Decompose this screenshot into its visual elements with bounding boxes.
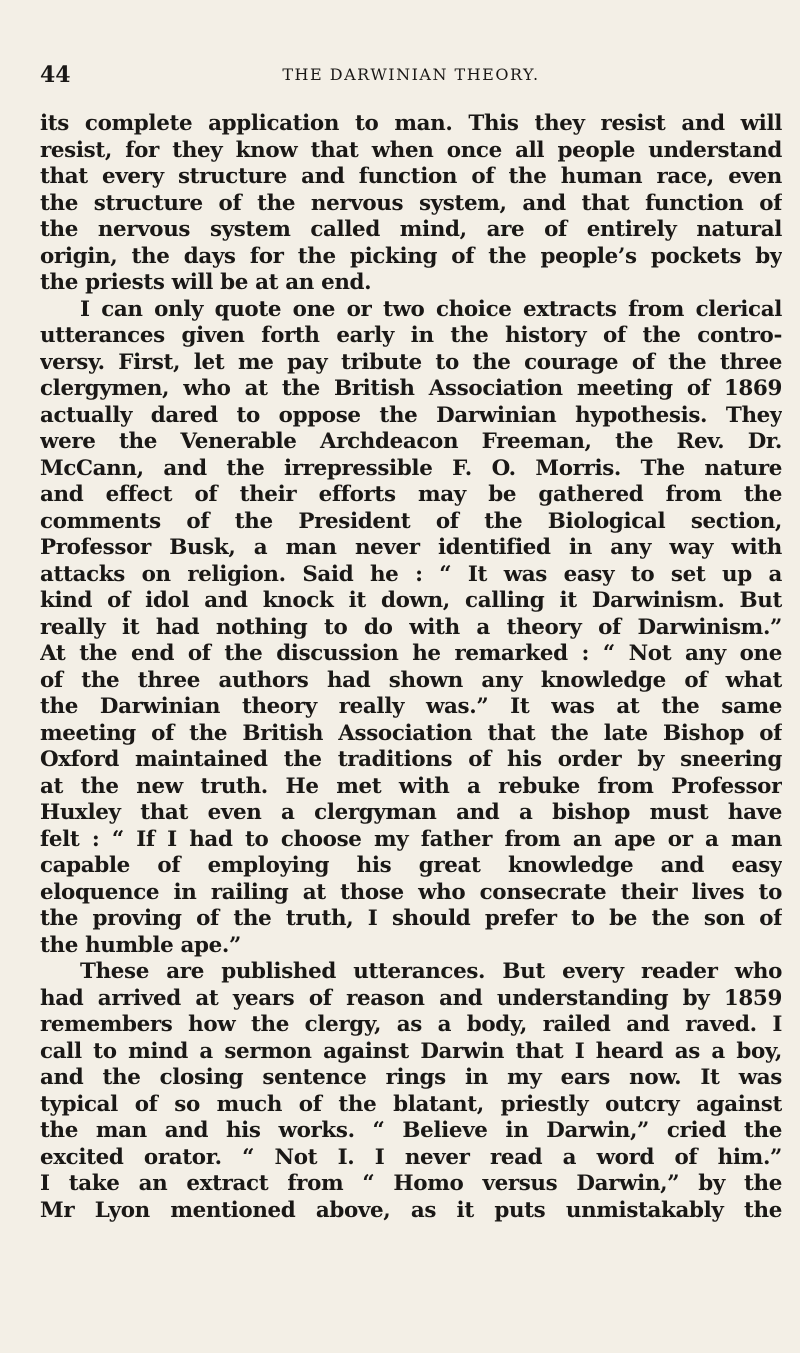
text-line: the nervous system called mind, are of entirely natural [40, 217, 782, 242]
text-line: Mr Lyon mentioned above, as it puts unmistakably the [40, 1197, 782, 1223]
text-line: attacks on religion. Said he : “ It was easy to set up a [40, 561, 782, 587]
text-line: I can only quote one or two choice extracts from clerical [80, 296, 782, 322]
text-line: I take an extract from “ Homo versus Darwin,” by the [40, 1171, 782, 1196]
text-line: eloquence in railing at those who consecrate their lives to [40, 879, 782, 905]
text-line: really it had nothing to do with a theory of Darwinism.” [40, 614, 782, 640]
text-line: and effect of their efforts may be gathered from the [40, 482, 782, 507]
text-line: meeting of the British Association that the late Bishop of [40, 720, 782, 746]
text-line: Oxford maintained the traditions of his order by sneering [40, 747, 782, 772]
text-line: the man and his works. “ Believe in Darwin,” cried the [40, 1118, 782, 1143]
text-line: clergymen, who at the British Association meeting of 1869 [40, 376, 782, 401]
text-line: versy. First, let me pay tribute to the courage of the three [40, 349, 782, 375]
text-line: actually dared to oppose the Darwinian hypothesis. They [40, 402, 782, 428]
text-line: excited orator. “ Not I. I never read a word of him.” [40, 1144, 782, 1170]
text-line: its complete application to man. This they resist and will [40, 111, 782, 136]
text-line: the proving of the truth, I should prefer to be the son of [40, 906, 782, 931]
running-head [40, 63, 782, 87]
text-line: capable of employing his great knowledge and easy [40, 853, 782, 878]
text-line: felt : “ If I had to choose my father from an ape or a man [40, 826, 782, 852]
text-line: utterances given forth early in the history of the contro- [40, 323, 782, 348]
text-line: the structure of the nervous system, and that function of [40, 190, 782, 216]
text-line: typical of so much of the blatant, priestly outcry against [40, 1091, 782, 1117]
text-line: origin, the days for the picking of the people’s pockets by [40, 243, 782, 269]
text-line: and the closing sentence rings in my ears now. It was [40, 1065, 782, 1090]
text-line: the Darwinian theory really was.” It was at the same [40, 694, 782, 719]
text-line: resist, for they know that when once all people understand [40, 137, 782, 163]
text-line: Professor Busk, a man never identified in any way with [40, 535, 782, 560]
text-line: the humble ape.” [40, 932, 241, 958]
text-line: Huxley that even a clergyman and a bishop must have [40, 800, 782, 825]
text-line: remembers how the clergy, as a body, railed and raved. I [40, 1012, 782, 1037]
text-line: These are published utterances. But every reader who [80, 959, 782, 984]
text-line: had arrived at years of reason and understanding by 1859 [40, 985, 782, 1011]
text-line: at the new truth. He met with a rebuke from Professor [40, 773, 782, 799]
text-line: At the end of the discussion he remarked : “ Not any one [40, 641, 782, 666]
body-text [40, 111, 782, 1224]
running-title: THE DARWINIAN THEORY. [282, 65, 540, 84]
text-line: McCann, and the irrepressible F. O. Morris. The nature [40, 455, 782, 481]
page-number: 44 [40, 62, 71, 88]
text-line: comments of the President of the Biological section, [40, 508, 782, 534]
text-line: were the Venerable Archdeacon Freeman, the Rev. Dr. [40, 429, 782, 454]
text-line: that every structure and function of the human race, even [40, 164, 782, 189]
text-line: of the three authors had shown any knowledge of what [40, 667, 782, 693]
text-line: call to mind a sermon against Darwin that I heard as a boy, [40, 1038, 782, 1064]
text-line: the priests will be at an end. [40, 270, 372, 295]
text-line: kind of idol and knock it down, calling it Darwinism. But [40, 588, 782, 613]
